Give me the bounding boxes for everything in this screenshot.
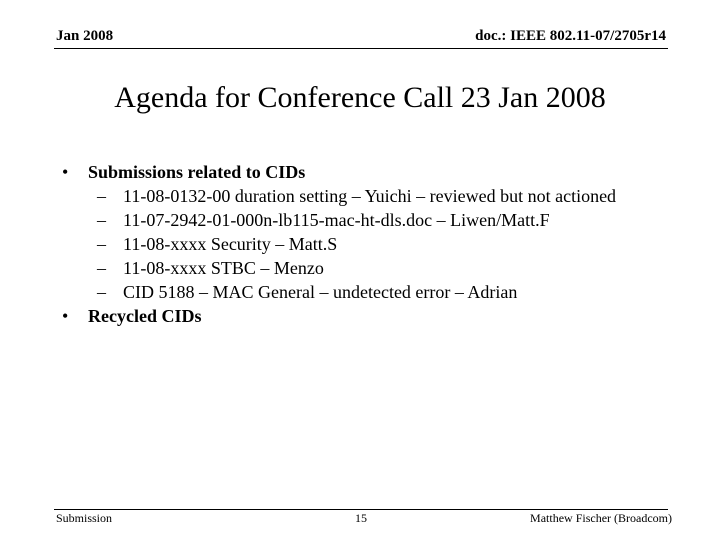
dash-marker: – [97,234,106,254]
dash-marker: – [97,282,106,302]
bullet-item [62,160,662,184]
sub-item-text: 11-07-2942-01-000n-lb115-mac-ht-dls.doc – Liwen/Matt.F [123,210,550,230]
footer-page-number: 15 [355,511,367,525]
sub-item [97,256,637,280]
footer-submission: Submission [56,511,113,525]
slide-header-doc-id: doc.: IEEE 802.11-07/2705r14 [475,28,666,44]
slide-content [62,160,662,328]
dash-marker: – [97,210,106,230]
footer-author: Matthew Fischer (Broadcom) [530,511,672,525]
sub-item-text: 11-08-xxxx Security – Matt.S [123,234,338,254]
sub-item-text: 11-08-xxxx STBC – Menzo [123,258,324,278]
sub-item-text: CID 5188 – MAC General – undetected error – Adrian [123,282,518,302]
sub-list [97,184,662,304]
footer-rule [54,509,668,510]
sub-item [97,208,637,232]
dash-marker: – [97,186,106,206]
sub-item [97,232,637,256]
dash-marker: – [97,258,106,278]
header-rule [54,48,668,49]
sub-item [97,280,637,304]
slide-header-date: Jan 2008 [56,28,114,44]
bullet-text: Recycled CIDs [88,306,202,326]
bullet-marker: • [62,306,69,326]
bullet-marker: • [62,162,69,182]
sub-item [97,184,637,208]
sub-item-text: 11-08-0132-00 duration setting – Yuichi – reviewed but not actioned [123,186,617,206]
bullet-item [62,304,662,328]
bullet-text: Submissions related to CIDs [88,162,306,182]
slide-title: Agenda for Conference Call 23 Jan 2008 [114,81,606,114]
